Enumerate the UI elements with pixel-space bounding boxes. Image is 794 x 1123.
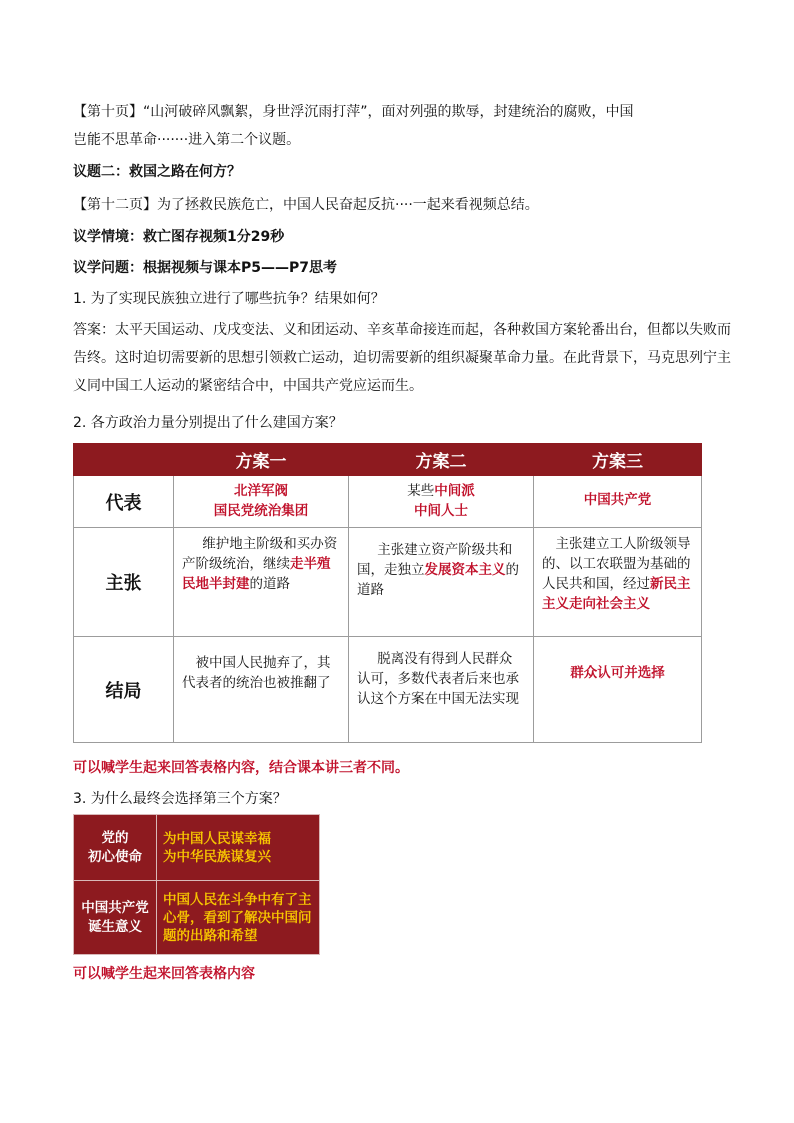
- question-1: 1. 为了实现民族独立进行了哪些抗争？结果如何？: [73, 291, 385, 307]
- mission-value-1: 为中国人民谋幸福 为中华民族谋复兴: [157, 815, 320, 881]
- paragraph-page12: 【第十二页】为了拯救民族危亡，中国人民奋起反抗····一起来看视频总结。: [73, 197, 539, 213]
- cell-result-plan-1: 被中国人民抛弃了，其代表者的统治也被推翻了: [174, 637, 349, 743]
- table-corner: [74, 444, 174, 476]
- paragraph-page10-line2: 岂能不思革命·······进入第二个议题。: [73, 132, 301, 148]
- row-head-result: 结局: [74, 637, 174, 743]
- party-mission-table: [73, 814, 320, 955]
- mission-value-2: 中国人民在斗争中有了主心骨，看到了解决中国问题的出路和希望: [157, 881, 320, 955]
- teacher-note-1: 可以喊学生起来回答表格内容，结合课本讲三者不同。: [73, 760, 409, 776]
- cell-result-plan-2: 脱离没有得到人民群众认可，多数代表者后来也承认这个方案在中国无法实现: [349, 637, 534, 743]
- mission-row-1: [74, 815, 320, 881]
- question-3: 3. 为什么最终会选择第三个方案？: [73, 791, 287, 807]
- table-header-row: [74, 444, 702, 476]
- question-2: 2. 各方政治力量分别提出了什么建国方案？: [73, 415, 343, 431]
- header-plan-3: 方案三: [534, 444, 702, 476]
- teacher-note-2: 可以喊学生起来回答表格内容: [73, 966, 255, 982]
- table-row-claim: [74, 528, 702, 637]
- header-plan-2: 方案二: [349, 444, 534, 476]
- header-plan-1: 方案一: [174, 444, 349, 476]
- mission-row-2: [74, 881, 320, 955]
- answer-1: 答案：太平天国运动、戊戌变法、义和团运动、辛亥革命接连而起，各种救国方案轮番出台，但都以失败而告终。这时迫切需要新的思想引领救亡运动，迫切需要新的组织凝聚革命力量。在此背景下，马克思列宁主义同中国工人运动的紧密结合中，中国共产党应运而生。: [73, 322, 731, 394]
- cell-claim-plan-3: 主张建立工人阶级领导的、以工农联盟为基础的人民共和国，经过新民主主义走向社会主义: [534, 528, 702, 637]
- learning-question-heading: 议学问题：根据视频与课本P5——P7思考: [73, 260, 338, 276]
- paragraph-page10-line1: 【第十页】“山河破碎风飘絮，身世浮沉雨打萍”，面对列强的欺辱，封建统治的腐败，中国: [73, 104, 634, 120]
- row-head-claim: 主张: [74, 528, 174, 637]
- cell-rep-plan-3: 中国共产党: [534, 476, 702, 528]
- mission-head-2: 中国共产党 诞生意义: [74, 881, 157, 955]
- mission-head-1: 党的 初心使命: [74, 815, 157, 881]
- plan-comparison-table: [73, 443, 702, 743]
- row-head-representative: 代表: [74, 476, 174, 528]
- cell-result-plan-3: 群众认可并选择: [534, 637, 702, 743]
- table-row-representative: [74, 476, 702, 528]
- cell-rep-plan-2: 某些中间派 中间人士: [349, 476, 534, 528]
- cell-claim-plan-1: 维护地主阶级和买办资产阶级统治，继续走半殖民地半封建的道路: [174, 528, 349, 637]
- topic-two-heading: 议题二：救国之路在何方？: [73, 164, 241, 180]
- cell-claim-plan-2: 主张建立资产阶级共和国，走独立发展资本主义的道路: [349, 528, 534, 637]
- learning-situation: 议学情境：救亡图存视频1分29秒: [73, 229, 285, 245]
- table-row-result: [74, 637, 702, 743]
- cell-rep-plan-1: 北洋军阀 国民党统治集团: [174, 476, 349, 528]
